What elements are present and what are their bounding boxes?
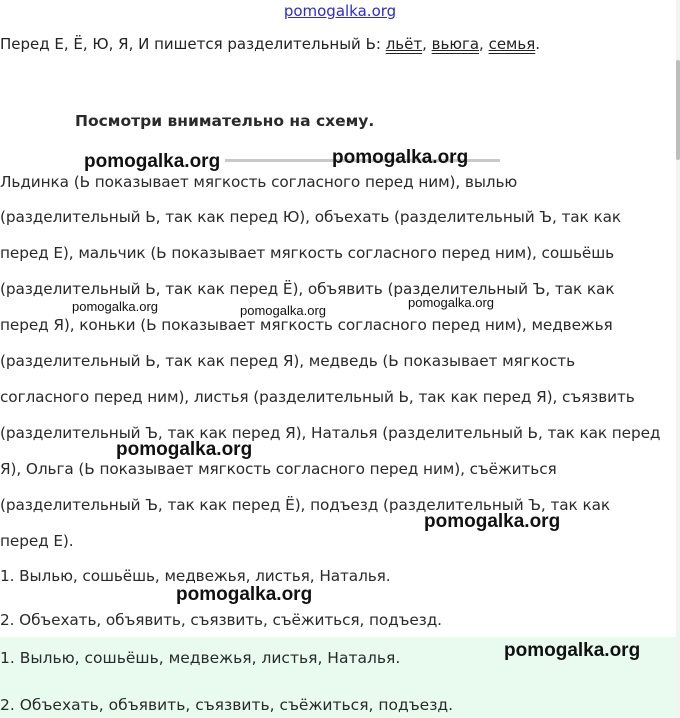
answer-line-2: 2. Объехать, объявить, съязвить, съёжиться, подъезд. [0, 696, 454, 714]
example-word-2: вьюга [431, 35, 480, 53]
example-word-3: семья [488, 35, 536, 53]
body-line-4: (разделительный Ь, так как перед Ё), объявить (разделительный Ъ, так как [0, 280, 615, 298]
list-item-1: 1. Вылью, сошьёшь, медвежья, листья, Наталья. [0, 567, 391, 585]
body-line-7: согласного перед ним), листья (разделительный Ь, так как перед Я), съязвить [0, 388, 635, 406]
scheme-title: Посмотри внимательно на схему. [75, 112, 375, 130]
body-line-5: перед Я), коньки (Ь показывает мягкость согласного перед ним), медвежья [0, 316, 613, 334]
body-line-3: перед Е), мальчик (Ь показывает мягкость согласного перед ним), сошьёшь [0, 244, 615, 262]
list-item-2: 2. Объехать, объявить, съязвить, съёжиться, подъезд. [0, 611, 442, 629]
body-line-8: (разделительный Ъ, так как перед Я), Наталья (разделительный Ь, так как перед [0, 424, 661, 442]
separator-1: , [422, 35, 432, 53]
watermark: pomogalka.org [72, 299, 158, 314]
site-header-link[interactable]: pomogalka.org [283, 2, 397, 20]
watermark: pomogalka.org [240, 303, 326, 318]
watermark: pomogalka.org [408, 295, 494, 310]
scrollbar-thumb[interactable] [676, 60, 680, 160]
watermark: pomogalka.org [176, 584, 313, 605]
watermark: pomogalka.org [116, 439, 253, 460]
watermark: pomogalka.org [504, 640, 641, 661]
watermark: pomogalka.org [84, 151, 221, 172]
body-line-9: Я), Ольга (Ь показывает мягкость согласного перед ним), съёжиться [0, 460, 557, 478]
rule-sentence [0, 35, 540, 53]
watermark: pomogalka.org [424, 511, 561, 532]
body-line-6: (разделительный Ь, так как перед Я), медведь (Ь показывает мягкость [0, 352, 576, 370]
rule-text: Перед Е, Ё, Ю, Я, И пишется разделительный Ь: [0, 35, 386, 53]
separator-2: , [479, 35, 489, 53]
watermark: pomogalka.org [332, 147, 469, 168]
body-line-10: (разделительный Ъ, так как перед Ё), подъезд (разделительный Ъ, так как [0, 496, 610, 514]
body-line-1: Льдинка (Ь показывает мягкость согласного перед ним), вылью [0, 173, 518, 191]
body-line-2: (разделительный Ь, так как перед Ю), объехать (разделительный Ъ, так как [0, 208, 622, 226]
rule-end: . [535, 35, 541, 53]
body-line-11: перед Е). [0, 532, 74, 550]
answer-line-1: 1. Вылью, сошьёшь, медвежья, листья, Наталья. [0, 649, 401, 667]
example-word-1: льёт [385, 35, 423, 53]
